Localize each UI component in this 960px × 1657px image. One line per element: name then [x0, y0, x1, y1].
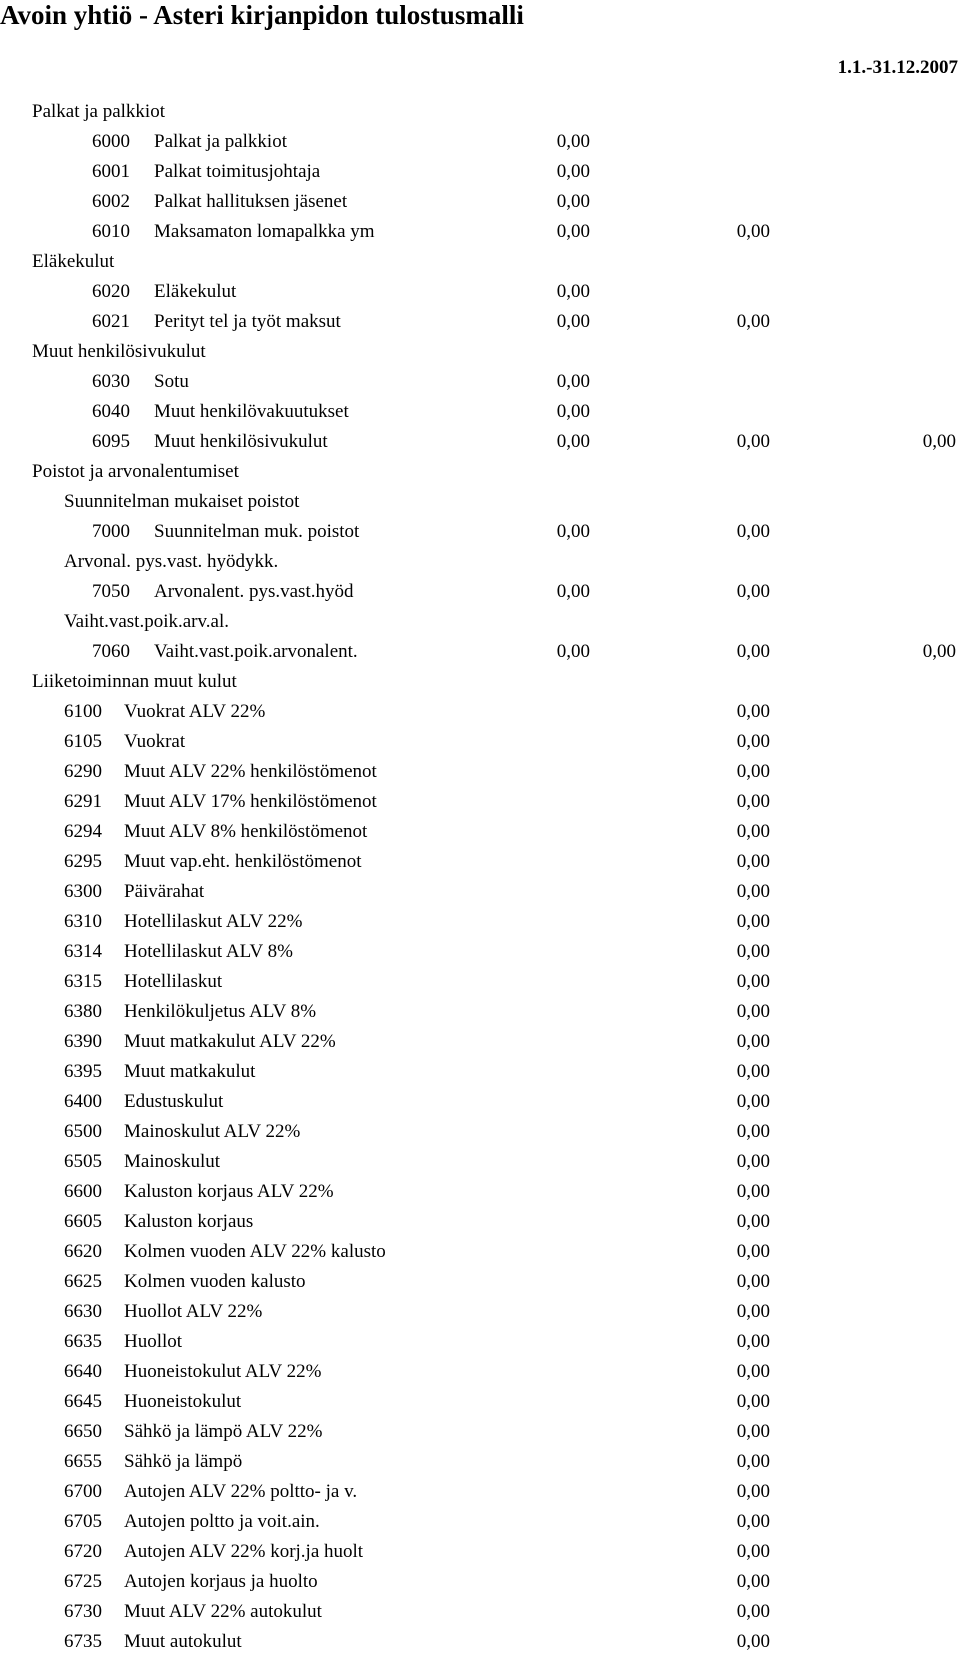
account-row — [0, 397, 960, 427]
amount-col-2: 0,00 — [736, 1631, 770, 1652]
account-code: 6100 — [64, 701, 102, 722]
account-code: 6040 — [92, 401, 130, 422]
amount-col-2: 0,00 — [736, 971, 770, 992]
account-name: Kolmen vuoden ALV 22% kalusto — [124, 1241, 386, 1262]
account-code: 6395 — [64, 1061, 102, 1082]
account-row — [0, 1477, 960, 1507]
account-name: Päivärahat — [124, 881, 205, 902]
group-heading — [0, 337, 960, 367]
subgroup-heading — [0, 607, 960, 637]
account-name: Sähkö ja lämpö — [124, 1451, 243, 1472]
amount-col-1: 0,00 — [556, 161, 590, 182]
account-name: Huoneistokulut ALV 22% — [124, 1361, 322, 1382]
account-row — [0, 1537, 960, 1567]
account-name: Palkat hallituksen jäsenet — [154, 191, 348, 212]
account-name: Muut ALV 22% henkilöstömenot — [124, 761, 377, 782]
account-row — [0, 427, 960, 457]
amount-col-2: 0,00 — [736, 431, 770, 452]
amount-col-2: 0,00 — [736, 1361, 770, 1382]
amount-col-1: 0,00 — [556, 281, 590, 302]
account-code: 6000 — [92, 131, 130, 152]
account-row — [0, 787, 960, 817]
account-code: 6001 — [92, 161, 130, 182]
account-name: Hotellilaskut ALV 22% — [124, 911, 303, 932]
account-name: Maksamaton lomapalkka ym — [154, 221, 375, 242]
amount-col-2: 0,00 — [736, 791, 770, 812]
account-row — [0, 1267, 960, 1297]
account-name: Palkat toimitusjohtaja — [154, 161, 321, 182]
account-name: Muut henkilösivukulut — [154, 431, 328, 452]
amount-col-2: 0,00 — [736, 221, 770, 242]
amount-col-2: 0,00 — [736, 1001, 770, 1022]
account-code: 6735 — [64, 1631, 102, 1652]
group-heading-label: Muut henkilösivukulut — [32, 341, 206, 362]
account-code: 6030 — [92, 371, 130, 392]
account-row — [0, 157, 960, 187]
account-name: Autojen ALV 22% poltto- ja v. — [124, 1481, 358, 1502]
account-name: Huollot — [124, 1331, 183, 1352]
account-code: 6600 — [64, 1181, 102, 1202]
account-row — [0, 967, 960, 997]
account-code: 6400 — [64, 1091, 102, 1112]
account-name: Muut ALV 22% autokulut — [124, 1601, 322, 1622]
account-row — [0, 877, 960, 907]
group-heading — [0, 667, 960, 697]
account-code: 6300 — [64, 881, 102, 902]
account-code: 7060 — [92, 641, 130, 662]
account-row — [0, 1057, 960, 1087]
account-name: Autojen poltto ja voit.ain. — [124, 1511, 320, 1532]
subgroup-heading-label: Suunnitelman mukaiset poistot — [64, 491, 300, 512]
account-name: Autojen ALV 22% korj.ja huolt — [124, 1541, 364, 1562]
account-name: Kaluston korjaus ALV 22% — [124, 1181, 334, 1202]
account-code: 6105 — [64, 731, 102, 752]
account-row — [0, 1087, 960, 1117]
amount-col-2: 0,00 — [736, 1181, 770, 1202]
amount-col-1: 0,00 — [556, 131, 590, 152]
account-code: 6020 — [92, 281, 130, 302]
account-code: 6620 — [64, 1241, 102, 1262]
amount-col-2: 0,00 — [736, 1151, 770, 1172]
account-row — [0, 757, 960, 787]
amount-col-2: 0,00 — [736, 1451, 770, 1472]
account-row — [0, 1447, 960, 1477]
amount-col-2: 0,00 — [736, 1511, 770, 1532]
account-name: Muut vap.eht. henkilöstömenot — [124, 851, 362, 872]
account-code: 6295 — [64, 851, 102, 872]
report-period: 1.1.-31.12.2007 — [837, 57, 958, 78]
report-body — [0, 97, 960, 1657]
amount-col-2: 0,00 — [736, 941, 770, 962]
amount-col-2: 0,00 — [736, 761, 770, 782]
account-code: 6630 — [64, 1301, 102, 1322]
account-name: Palkat ja palkkiot — [154, 131, 287, 152]
amount-col-2: 0,00 — [736, 1571, 770, 1592]
amount-col-2: 0,00 — [736, 581, 770, 602]
amount-col-1: 0,00 — [556, 311, 590, 332]
account-name: Muut ALV 8% henkilöstömenot — [124, 821, 368, 842]
account-code: 7000 — [92, 521, 130, 542]
amount-col-1: 0,00 — [556, 641, 590, 662]
account-name: Henkilökuljetus ALV 8% — [124, 1001, 317, 1022]
group-heading-label: Eläkekulut — [32, 251, 115, 272]
account-code: 6645 — [64, 1391, 102, 1412]
amount-col-2: 0,00 — [736, 311, 770, 332]
account-name: Muut matkakulut ALV 22% — [124, 1031, 336, 1052]
group-heading-label: Liiketoiminnan muut kulut — [32, 671, 237, 692]
account-row — [0, 1177, 960, 1207]
amount-col-2: 0,00 — [736, 1241, 770, 1262]
account-code: 6290 — [64, 761, 102, 782]
account-row — [0, 1387, 960, 1417]
account-code: 6640 — [64, 1361, 102, 1382]
account-name: Hotellilaskut ALV 8% — [124, 941, 293, 962]
account-code: 6730 — [64, 1601, 102, 1622]
account-row — [0, 1297, 960, 1327]
group-heading — [0, 457, 960, 487]
account-code: 6605 — [64, 1211, 102, 1232]
amount-col-1: 0,00 — [556, 521, 590, 542]
account-row — [0, 1597, 960, 1627]
account-row — [0, 1237, 960, 1267]
account-code: 6002 — [92, 191, 130, 212]
amount-col-2: 0,00 — [736, 701, 770, 722]
account-row — [0, 1117, 960, 1147]
account-name: Edustuskulut — [124, 1091, 224, 1112]
group-heading — [0, 247, 960, 277]
amount-col-2: 0,00 — [736, 881, 770, 902]
amount-col-2: 0,00 — [736, 521, 770, 542]
account-code: 6314 — [64, 941, 102, 962]
account-code: 6021 — [92, 311, 130, 332]
account-name: Vuokrat — [124, 731, 186, 752]
account-name: Huollot ALV 22% — [124, 1301, 263, 1322]
amount-col-2: 0,00 — [736, 911, 770, 932]
account-row — [0, 1567, 960, 1597]
account-name: Sotu — [154, 371, 189, 392]
group-heading — [0, 97, 960, 127]
account-name: Huoneistokulut — [124, 1391, 242, 1412]
account-code: 6500 — [64, 1121, 102, 1142]
account-name: Suunnitelman muk. poistot — [154, 521, 360, 542]
account-name: Kaluston korjaus — [124, 1211, 254, 1232]
account-code: 6380 — [64, 1001, 102, 1022]
account-row — [0, 997, 960, 1027]
amount-col-1: 0,00 — [556, 221, 590, 242]
amount-col-2: 0,00 — [736, 1331, 770, 1352]
account-code: 6720 — [64, 1541, 102, 1562]
account-name: Sähkö ja lämpö ALV 22% — [124, 1421, 323, 1442]
subgroup-heading — [0, 487, 960, 517]
amount-col-2: 0,00 — [736, 1031, 770, 1052]
account-code: 6315 — [64, 971, 102, 992]
subgroup-heading-label: Vaiht.vast.poik.arv.al. — [64, 611, 229, 632]
account-row — [0, 847, 960, 877]
account-row — [0, 1327, 960, 1357]
amount-col-1: 0,00 — [556, 401, 590, 422]
account-name: Perityt tel ja työt maksut — [154, 311, 341, 332]
account-name: Vaiht.vast.poik.arvonalent. — [154, 641, 358, 662]
account-code: 6010 — [92, 221, 130, 242]
account-row — [0, 127, 960, 157]
report-title: Avoin yhtiö - Asteri kirjanpidon tulostusmalli — [0, 0, 524, 30]
account-row — [0, 1147, 960, 1177]
account-code: 6310 — [64, 911, 102, 932]
account-code: 6650 — [64, 1421, 102, 1442]
amount-col-1: 0,00 — [556, 581, 590, 602]
account-row — [0, 367, 960, 397]
account-row — [0, 217, 960, 247]
account-code: 6655 — [64, 1451, 102, 1472]
account-row — [0, 277, 960, 307]
account-code: 6291 — [64, 791, 102, 812]
account-code: 6725 — [64, 1571, 102, 1592]
amount-col-2: 0,00 — [736, 1091, 770, 1112]
account-row — [0, 517, 960, 547]
amount-col-2: 0,00 — [736, 1601, 770, 1622]
amount-col-2: 0,00 — [736, 1541, 770, 1562]
account-row — [0, 1417, 960, 1447]
amount-col-1: 0,00 — [556, 371, 590, 392]
account-name: Muut henkilövakuutukset — [154, 401, 349, 422]
account-name: Kolmen vuoden kalusto — [124, 1271, 306, 1292]
account-name: Eläkekulut — [154, 281, 237, 302]
account-row — [0, 1357, 960, 1387]
account-name: Arvonalent. pys.vast.hyöd — [154, 581, 354, 602]
amount-col-2: 0,00 — [736, 1301, 770, 1322]
account-code: 6635 — [64, 1331, 102, 1352]
group-heading-label: Poistot ja arvonalentumiset — [32, 461, 239, 482]
account-row — [0, 187, 960, 217]
amount-col-2: 0,00 — [736, 731, 770, 752]
account-row — [0, 727, 960, 757]
account-row — [0, 307, 960, 337]
account-row — [0, 637, 960, 667]
account-name: Vuokrat ALV 22% — [124, 701, 266, 722]
account-code: 6505 — [64, 1151, 102, 1172]
subgroup-heading — [0, 547, 960, 577]
amount-col-2: 0,00 — [736, 641, 770, 662]
account-code: 6625 — [64, 1271, 102, 1292]
account-row — [0, 1207, 960, 1237]
account-name: Hotellilaskut — [124, 971, 223, 992]
account-code: 6705 — [64, 1511, 102, 1532]
account-code: 7050 — [92, 581, 130, 602]
account-name: Mainoskulut — [124, 1151, 221, 1172]
account-name: Mainoskulut ALV 22% — [124, 1121, 301, 1142]
amount-col-2: 0,00 — [736, 1061, 770, 1082]
account-code: 6700 — [64, 1481, 102, 1502]
amount-col-2: 0,00 — [736, 821, 770, 842]
amount-col-2: 0,00 — [736, 1271, 770, 1292]
account-row — [0, 697, 960, 727]
amount-col-2: 0,00 — [736, 1421, 770, 1442]
account-name: Muut autokulut — [124, 1631, 242, 1652]
account-row — [0, 1027, 960, 1057]
subgroup-heading-label: Arvonal. pys.vast. hyödykk. — [64, 551, 279, 572]
group-heading-label: Palkat ja palkkiot — [32, 101, 165, 122]
amount-col-2: 0,00 — [736, 1211, 770, 1232]
amount-col-2: 0,00 — [736, 1481, 770, 1502]
amount-col-1: 0,00 — [556, 431, 590, 452]
account-row — [0, 817, 960, 847]
account-row — [0, 937, 960, 967]
amount-col-1: 0,00 — [556, 191, 590, 212]
account-name: Muut matkakulut — [124, 1061, 256, 1082]
account-code: 6294 — [64, 821, 102, 842]
account-code: 6095 — [92, 431, 130, 452]
amount-col-2: 0,00 — [736, 851, 770, 872]
amount-col-2: 0,00 — [736, 1391, 770, 1412]
amount-col-3: 0,00 — [922, 641, 956, 662]
account-row — [0, 1507, 960, 1537]
amount-col-3: 0,00 — [922, 431, 956, 452]
account-row — [0, 907, 960, 937]
account-code: 6390 — [64, 1031, 102, 1052]
account-name: Autojen korjaus ja huolto — [124, 1571, 318, 1592]
amount-col-2: 0,00 — [736, 1121, 770, 1142]
account-name: Muut ALV 17% henkilöstömenot — [124, 791, 377, 812]
account-row — [0, 577, 960, 607]
